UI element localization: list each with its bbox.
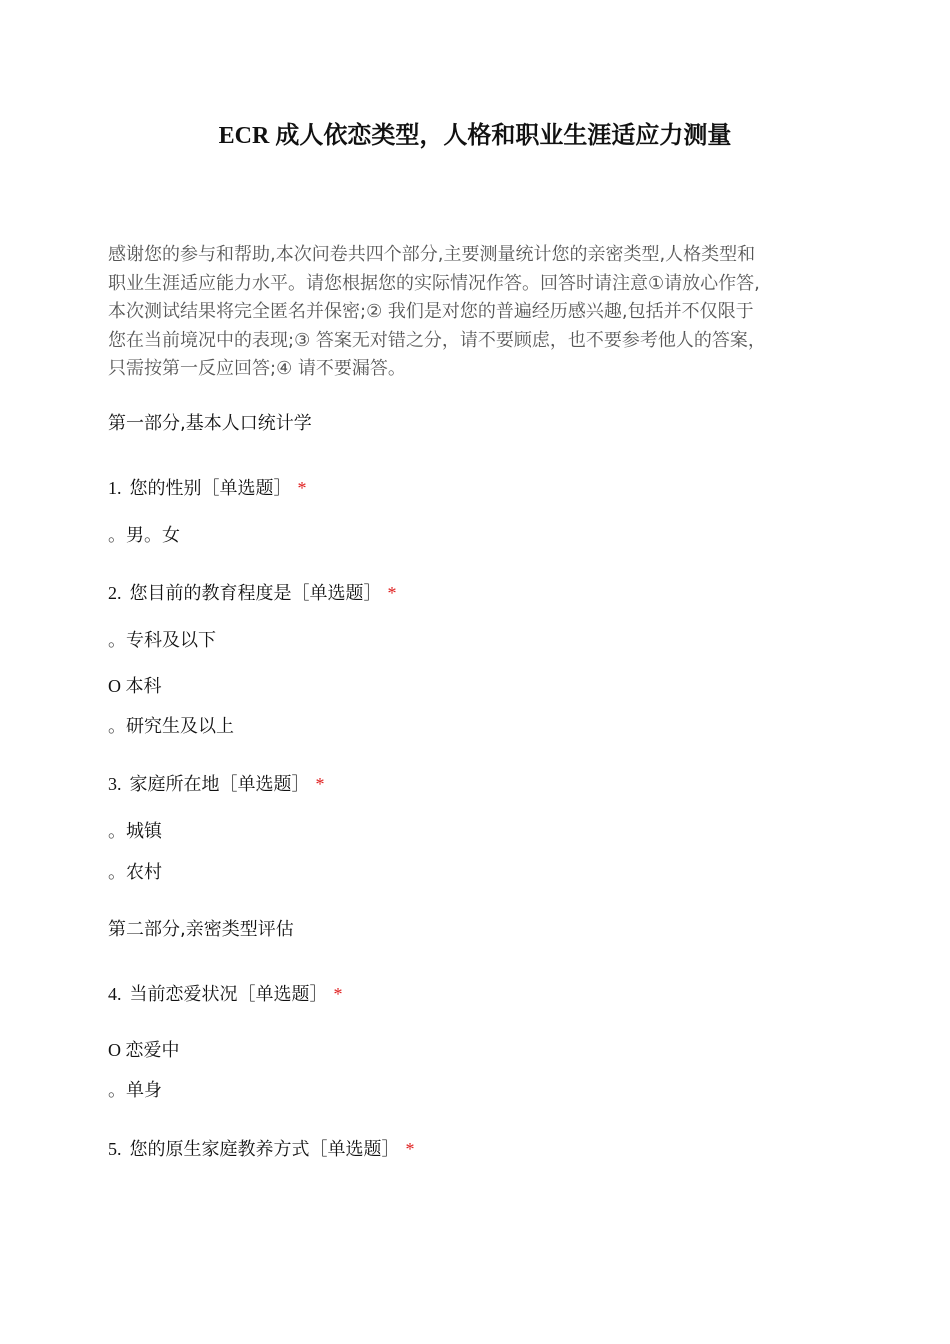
question-3: [108, 771, 325, 798]
question-number: 1.: [108, 478, 122, 498]
radio-option-college-or-below[interactable]: [108, 628, 216, 654]
option-label: 单身: [126, 1080, 162, 1101]
radio-option-single[interactable]: [108, 1078, 162, 1104]
intro-line: 只需按第一反应回答;④ 请不要漏答。: [108, 358, 406, 380]
question-number: 5.: [108, 1139, 122, 1159]
question-text: 您的原生家庭教养方式［单选题］: [129, 1139, 400, 1160]
option-label: 农村: [126, 862, 162, 883]
option-label: 男: [126, 525, 144, 546]
radio-option-graduate-or-above[interactable]: [108, 714, 234, 740]
intro-line: 您在当前境况中的表现;③ 答案无对错之分，请不要顾虑，也不要参考他人的答案，: [108, 329, 766, 351]
option-label: 城镇: [126, 821, 162, 842]
options-row: [108, 523, 180, 549]
radio-circle-icon: 。: [108, 862, 126, 883]
radio-option-rural[interactable]: [108, 860, 162, 886]
option-label: 本科: [125, 676, 162, 697]
radio-option-female[interactable]: [144, 525, 180, 546]
radio-circle-icon: O: [108, 1040, 126, 1060]
required-mark: *: [297, 478, 307, 498]
required-mark: *: [315, 774, 325, 794]
question-4: [108, 981, 343, 1008]
radio-circle-icon: 。: [108, 1080, 126, 1101]
intro-paragraph: [108, 241, 848, 384]
question-number: 3.: [108, 774, 122, 794]
question-1: [108, 475, 307, 502]
radio-circle-icon: 。: [108, 630, 126, 651]
radio-option-bachelor[interactable]: [108, 673, 162, 700]
question-text: 您的性别［单选题］: [129, 478, 292, 499]
intro-line: 感谢您的参与和帮助,本次问卷共四个部分,主要测量统计您的亲密类型,人格类型和: [108, 244, 756, 265]
question-text: 家庭所在地［单选题］: [129, 774, 310, 795]
radio-circle-icon: 。: [108, 821, 126, 842]
question-number: 4.: [108, 984, 122, 1004]
required-mark: *: [405, 1139, 415, 1159]
section-heading-2: 第二部分,亲密类型评估: [108, 919, 294, 940]
section-heading-1: 第一部分,基本人口统计学: [108, 413, 312, 434]
radio-circle-icon: 。: [108, 525, 126, 546]
intro-line: 本次测试结果将完全匿名并保密;② 我们是对您的普遍经历感兴趣,包括并不仅限于: [108, 301, 754, 323]
required-mark: *: [387, 583, 397, 603]
radio-option-town[interactable]: [108, 819, 162, 845]
option-label: 恋爱中: [125, 1040, 180, 1061]
document-title: ECR 成人依恋类型，人格和职业生涯适应力测量: [218, 123, 732, 149]
question-5: [108, 1136, 415, 1163]
required-mark: *: [333, 984, 343, 1004]
question-2: [108, 580, 397, 607]
intro-line: 职业生涯适应能力水平。请您根据您的实际情况作答。回答时请注意①请放心作答,: [108, 272, 760, 294]
radio-circle-icon: 。: [108, 716, 126, 737]
radio-option-male[interactable]: [108, 525, 144, 546]
radio-option-in-relationship[interactable]: [108, 1037, 180, 1064]
option-label: 女: [162, 525, 180, 546]
option-label: 研究生及以上: [126, 716, 234, 737]
radio-circle-icon: 。: [144, 525, 162, 546]
question-number: 2.: [108, 583, 122, 603]
radio-circle-icon: O: [108, 676, 126, 696]
option-label: 专科及以下: [126, 630, 216, 651]
question-text: 您目前的教育程度是［单选题］: [129, 583, 382, 604]
question-text: 当前恋爱状况［单选题］: [129, 984, 328, 1005]
